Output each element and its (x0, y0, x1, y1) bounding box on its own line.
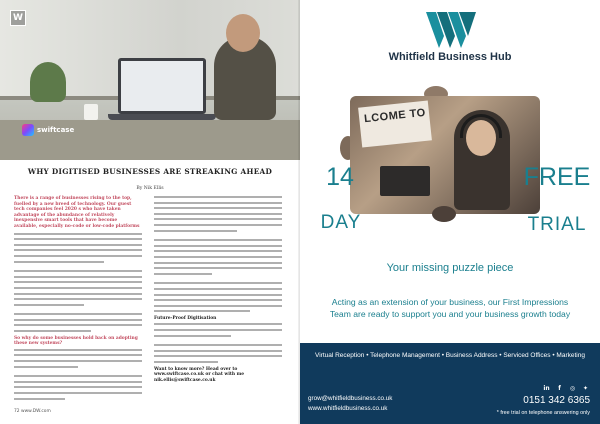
photo-plant (30, 62, 66, 102)
hero-photo (0, 0, 300, 160)
trial-day-label: DAY (320, 212, 362, 233)
article-body-block (14, 349, 142, 400)
services-list: Virtual Reception • Telephone Management • Business Address • Serviced Offices • Marketing (315, 352, 585, 359)
photo-monitor (380, 166, 430, 196)
business-hub-title: Whitfield Business Hub (388, 51, 512, 63)
value-statement-line-2: Team are ready to support you and your business growth today (329, 309, 571, 319)
trial-days-number: 14 (326, 163, 354, 191)
swiftcase-logo-icon (22, 124, 34, 136)
article-body-block (14, 233, 142, 333)
photo-mug (84, 104, 98, 120)
article-column-2 (154, 196, 282, 385)
swiftcase-logo-text: swiftcase (37, 126, 75, 134)
article-subhead-2: Future-Proof Digitisation (154, 315, 217, 321)
article-column-1 (14, 196, 142, 403)
article-closing: Want to know more? Head over to www.swiftcase.co.uk or chat with me nik.ellis@swiftcase.co.uk (154, 366, 245, 383)
trial-free-label: FREE (523, 163, 591, 191)
social-icons (542, 384, 590, 393)
swiftcase-logo (22, 124, 74, 136)
photo-sign-text: LCOME TO (363, 106, 427, 126)
trial-trial-label: TRIAL (527, 214, 587, 235)
contact-website[interactable]: www.whitfieldbusiness.co.uk (308, 405, 388, 412)
instagram-icon[interactable]: ◎ (569, 385, 576, 392)
linkedin-icon[interactable]: in (543, 385, 550, 392)
free-trial-footnote: * free trial on telephone answering only (496, 410, 590, 416)
tagline: Your missing puzzle piece (386, 262, 514, 274)
article-intro: There is a range of businesses rising to the top, fuelled by a new breed of technology. Our guest tech companies feel 2020 s who have taken advantage of the abundance of relatively inexpensive smart tools that have become available, especially no-code or low-code platforms (14, 196, 140, 229)
value-statement (300, 296, 600, 320)
photo-laptop-base (108, 114, 216, 120)
article-title: WHY DIGITISED BUSINESSES ARE STREAKING AHEAD (27, 167, 273, 176)
twitter-icon[interactable]: ✦ (582, 385, 589, 392)
article-body-block (154, 323, 282, 363)
advert-page (300, 0, 600, 424)
article-byline: By Nik Ellis (136, 186, 164, 191)
facebook-icon[interactable]: f (558, 385, 561, 392)
article-body-block (154, 196, 282, 312)
puzzle-photo (350, 86, 540, 226)
contact-email[interactable]: grow@whitfieldbusiness.co.uk (308, 395, 393, 402)
puzzle-piece (350, 96, 540, 214)
photo-laptop (118, 58, 206, 114)
whitfield-logo-icon (426, 12, 476, 48)
photo-person-head (226, 14, 260, 52)
magazine-logo: W (10, 10, 26, 26)
article-subhead-1: So why do some businesses hold back on adopting these new systems? (14, 335, 138, 347)
contact-details (308, 394, 392, 414)
value-statement-line-1: Acting as an extension of your business, our First Impressions (331, 297, 569, 307)
contact-phone[interactable]: 0151 342 6365 (523, 395, 590, 406)
puzzle-knob (432, 206, 456, 222)
page-number: 72 www.DW.com (14, 409, 51, 414)
